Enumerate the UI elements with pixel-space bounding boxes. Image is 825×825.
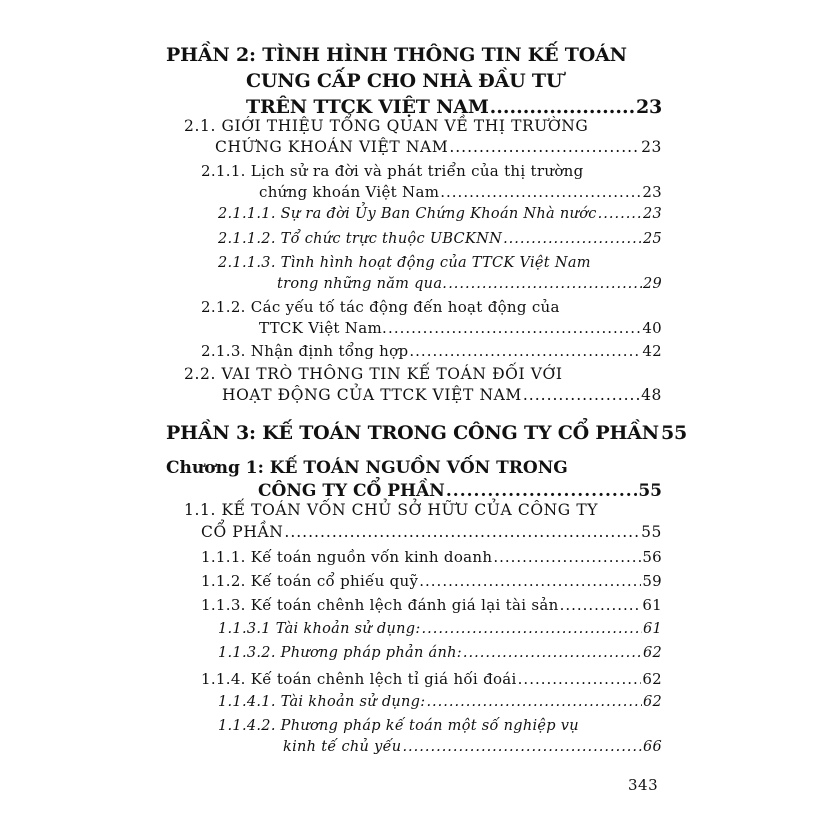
- page-number: 23: [642, 183, 662, 201]
- toc-entry-1-1-3-2: [218, 645, 662, 661]
- dot-leader: [440, 183, 641, 201]
- entry-line-2: [277, 276, 662, 292]
- dot-leader: [490, 96, 635, 118]
- entry-line-2: [283, 739, 662, 755]
- page-number: 61: [642, 596, 662, 614]
- entry-text: kinh tế chủ yếu: [283, 739, 402, 755]
- entry-text: 1.1.3.2. Phương pháp phản ánh:: [218, 645, 462, 661]
- dot-leader: [463, 645, 642, 661]
- page-number: 40: [642, 319, 662, 337]
- part-2-title-text: TRÊN TTCK VIỆT NAM: [246, 96, 489, 118]
- entry-text: 2.1.3. Nhận định tổng hợp: [201, 342, 409, 360]
- page-number: 55: [641, 523, 662, 541]
- dot-leader: [388, 319, 641, 337]
- dot-leader: [409, 342, 641, 360]
- part-2-title-line-3: [246, 96, 662, 118]
- dot-leader: [402, 739, 642, 755]
- entry-text: 1.1.1. Kế toán nguồn vốn kinh doanh: [201, 548, 493, 566]
- entry-text: 1.1.4.1. Tài khoản sử dụng:: [218, 694, 426, 710]
- toc-entry-1-1-3: [201, 596, 662, 614]
- dot-leader: [426, 694, 641, 710]
- entry-text: TTCK Việt Nam.: [259, 319, 388, 337]
- page-number: 62: [642, 670, 662, 688]
- toc-entry-2-1-1-2: [218, 231, 662, 247]
- page-number: 25: [642, 231, 662, 247]
- entry-text: 2.1.1.1. Sự ra đời Ủy Ban Chứng Khoán Nhà nước: [218, 206, 597, 222]
- entry-text: trong những năm qua.: [277, 276, 448, 292]
- dot-leader: [523, 386, 640, 404]
- part-2-title-line-1: PHẦN 2: TÌNH HÌNH THÔNG TIN KẾ TOÁN: [166, 44, 627, 66]
- chapter-1-title-line-2: [258, 481, 662, 501]
- page-number: 55: [660, 422, 688, 444]
- page-number: 23: [635, 96, 662, 118]
- entry-text: CHỨNG KHOÁN VIỆT NAM: [215, 138, 449, 156]
- entry-line-1: 2.2. VAI TRÒ THÔNG TIN KẾ TOÁN ĐỐI VỚI: [184, 365, 563, 383]
- entry-line-1: 2.1.2. Các yếu tố tác động đến hoạt động của: [201, 298, 560, 316]
- entry-text: CỔ PHẦN: [201, 523, 284, 541]
- dot-leader: [446, 481, 637, 501]
- entry-text: 1.1.2. Kế toán cổ phiếu quỹ: [201, 572, 419, 590]
- page-number: 62: [642, 694, 662, 710]
- dot-leader: [598, 206, 642, 222]
- page-number: 23: [642, 206, 662, 222]
- dot-leader: [503, 231, 642, 247]
- dot-leader: [422, 621, 642, 637]
- entry-line-1: 2.1.1. Lịch sử ra đời và phát triển của thị trường: [201, 162, 584, 180]
- dot-leader: [419, 572, 641, 590]
- page-number: 62: [642, 645, 662, 661]
- page-number: 29: [642, 276, 662, 292]
- toc-entry-1-1-4: [201, 670, 662, 688]
- entry-line-2: [259, 319, 662, 337]
- part-2-title-line-2: CUNG CẤP CHO NHÀ ĐẦU TƯ: [246, 70, 563, 92]
- entry-text: 2.1.1.2. Tổ chức trực thuộc UBCKNN: [218, 231, 503, 247]
- entry-text: 1.1.3.1 Tài khoản sử dụng:: [218, 621, 421, 637]
- entry-line-1: 1.1.4.2. Phương pháp kế toán một số nghiệp vụ: [218, 718, 579, 734]
- chapter-1-title-line-1: Chương 1: KẾ TOÁN NGUỒN VỐN TRONG: [166, 458, 568, 478]
- toc-entry-part-3: [166, 422, 688, 444]
- toc-entry-2-1-3: [201, 342, 662, 360]
- dot-leader: [560, 596, 642, 614]
- dot-leader: [449, 138, 640, 156]
- chapter-1-title-text: CÔNG TY CỔ PHẦN: [258, 481, 445, 501]
- footer-page-number: 343: [628, 776, 659, 794]
- entry-text: 1.1.3. Kế toán chênh lệch đánh giá lại tài sản: [201, 596, 559, 614]
- page-number: 61: [642, 621, 662, 637]
- entry-line-1: 2.1.1.3. Tình hình hoạt động của TTCK Việt Nam: [218, 255, 591, 271]
- page-number: 48: [641, 386, 662, 404]
- part-3-title-text: PHẦN 3: KẾ TOÁN TRONG CÔNG TY CỔ PHẦN: [166, 422, 659, 444]
- entry-text: 1.1.4. Kế toán chênh lệch tỉ giá hối đoái: [201, 670, 517, 688]
- entry-line-2: [215, 138, 662, 156]
- dot-leader: [448, 276, 642, 292]
- entry-line-1: 1.1. KẾ TOÁN VỐN CHỦ SỞ HỮU CỦA CÔNG TY: [184, 501, 599, 519]
- toc-entry-1-1-2: [201, 572, 662, 590]
- toc-entry-1-1-1: [201, 548, 662, 566]
- dot-leader: [493, 548, 641, 566]
- page-number: 42: [642, 342, 662, 360]
- dot-leader: [518, 670, 642, 688]
- page-number: 66: [642, 739, 662, 755]
- dot-leader: [284, 523, 640, 541]
- toc-entry-1-1-3-1: [218, 621, 662, 637]
- entry-line-1: 2.1. GIỚI THIỆU TỔNG QUAN VỀ THỊ TRƯỜNG: [184, 117, 589, 135]
- toc-entry-1-1-4-1: [218, 694, 662, 710]
- toc-entry-2-1-1-1: [218, 206, 662, 222]
- entry-line-2: [222, 386, 662, 404]
- entry-line-2: [201, 523, 662, 541]
- entry-text: chứng khoán Việt Nam: [259, 183, 440, 201]
- page-number: 23: [641, 138, 662, 156]
- page-number: 56: [642, 548, 662, 566]
- entry-line-2: [259, 183, 662, 201]
- page-number: 59: [642, 572, 662, 590]
- entry-text: HOẠT ĐỘNG CỦA TTCK VIỆT NAM: [222, 386, 522, 404]
- page-number: 55: [638, 481, 662, 501]
